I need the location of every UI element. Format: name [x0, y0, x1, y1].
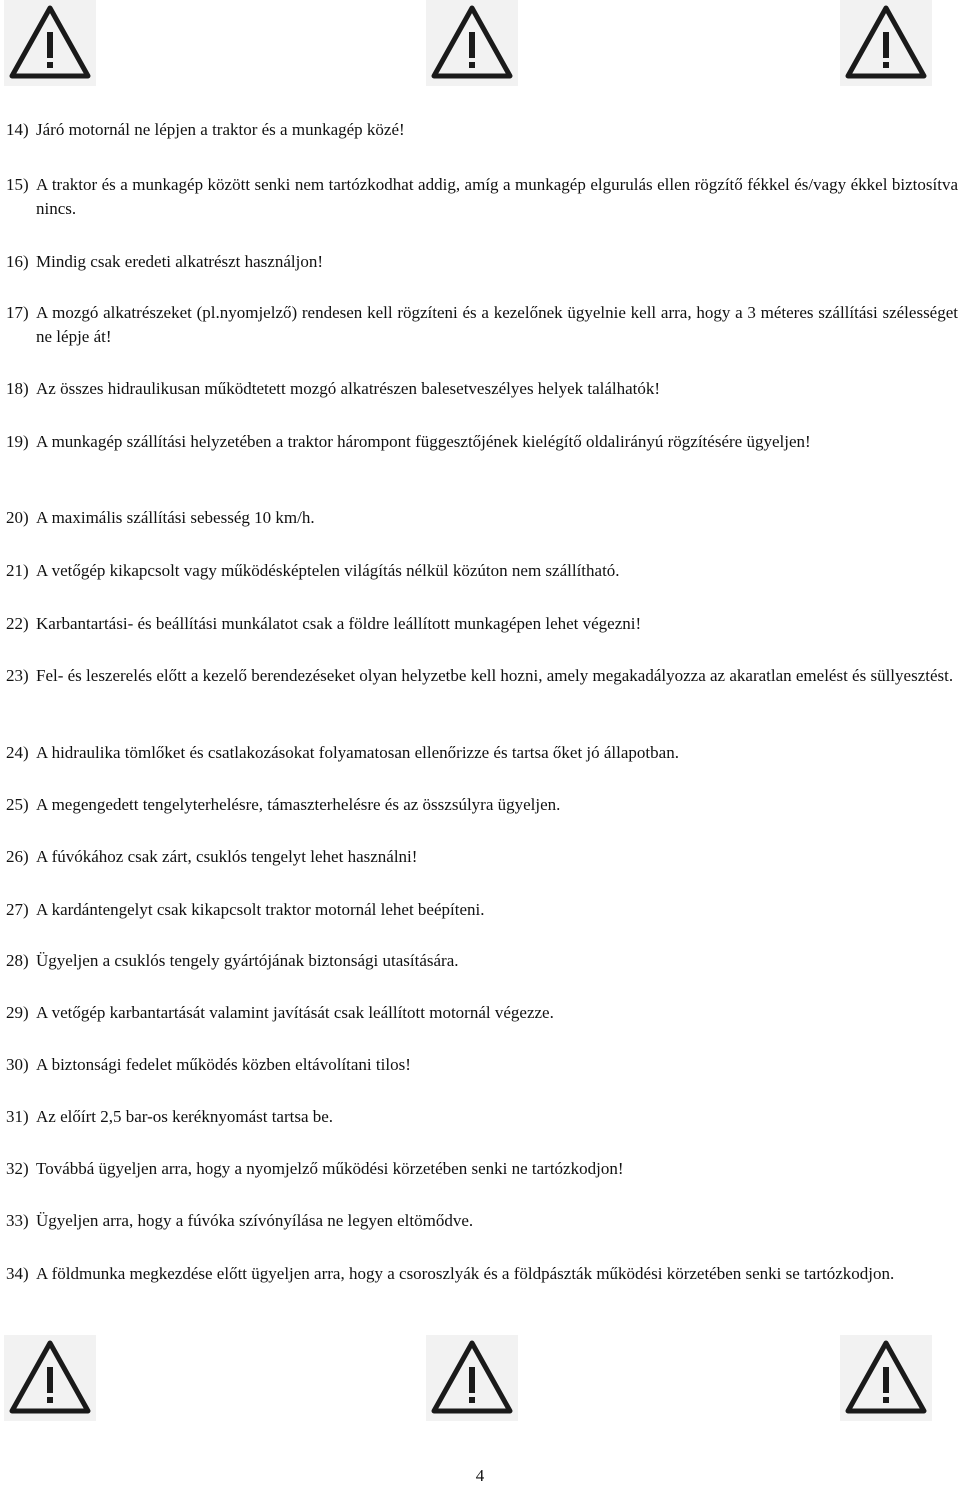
list-item [6, 301, 958, 349]
list-item [6, 845, 958, 869]
item-text: Mindig csak eredeti alkatrészt használjon! [36, 252, 323, 271]
item-text: A vetőgép karbantartását valamint javítását csak leállított motornál végezze. [36, 1003, 554, 1022]
warning-triangle-icon [426, 0, 518, 86]
item-number: 27) [6, 900, 29, 919]
warning-triangle-icon [840, 0, 932, 86]
item-text: Ügyeljen a csuklós tengely gyártójának biztonsági utasítására. [36, 951, 459, 970]
warning-triangle-icon [840, 1335, 932, 1421]
item-number: 23) [6, 666, 29, 685]
item-text: A megengedett tengelyterhelésre, támaszterhelésre és az összsúlyra ügyeljen. [36, 795, 561, 814]
item-text: A vetőgép kikapcsolt vagy működésképtelen világítás nélkül közúton nem szállítható. [36, 561, 620, 580]
item-number: 34) [6, 1264, 29, 1283]
list-item [6, 377, 958, 401]
list-item [6, 1001, 958, 1025]
item-number: 21) [6, 561, 29, 580]
item-number: 20) [6, 508, 29, 527]
list-item [6, 506, 958, 530]
item-text: A munkagép szállítási helyzetében a traktor hárompont függesztőjének kielégítő oldalirányú rögzítésére ügyeljen! [36, 432, 811, 451]
item-text: A kardántengelyt csak kikapcsolt traktor motornál lehet beépíteni. [36, 900, 485, 919]
item-number: 32) [6, 1159, 29, 1178]
item-number: 30) [6, 1055, 29, 1074]
item-text: Ügyeljen arra, hogy a fúvóka szívónyílása ne legyen eltömődve. [36, 1211, 474, 1230]
top-warning-icons [0, 0, 960, 90]
item-text: A mozgó alkatrészeket (pl.nyomjelző) rendesen kell rögzíteni és a kezelőnek ügyelnie kell arra, hogy a 3 méteres szállítási szélességet ne lépje át! [36, 303, 958, 346]
item-number: 22) [6, 614, 29, 633]
list-item [6, 559, 958, 583]
list-item [6, 430, 958, 454]
list-item [6, 250, 958, 274]
warning-triangle-icon [426, 1335, 518, 1421]
item-text: A földmunka megkezdése előtt ügyeljen arra, hogy a csoroszlyák és a földpászták működési körzetében senki se tartózkodjon. [36, 1264, 895, 1283]
item-text: Az előírt 2,5 bar-os keréknyomást tartsa be. [36, 1107, 334, 1126]
list-item [6, 1053, 958, 1077]
item-text: Fel- és leszerelés előtt a kezelő berendezéseket olyan helyzetbe kell hozni, amely megakadályozza az akaratlan emelést és süllyesztést. [36, 666, 954, 685]
list-item [6, 741, 958, 765]
bottom-warning-icons [0, 1335, 960, 1425]
item-text: A fúvókához csak zárt, csuklós tengelyt lehet használni! [36, 847, 418, 866]
item-number: 15) [6, 175, 29, 194]
item-number: 29) [6, 1003, 29, 1022]
item-number: 33) [6, 1211, 29, 1230]
warning-triangle-icon [4, 1335, 96, 1421]
item-number: 28) [6, 951, 29, 970]
list-item [6, 1105, 958, 1129]
item-text: A maximális szállítási sebesség 10 km/h. [36, 508, 315, 527]
warning-triangle-icon [4, 0, 96, 86]
item-text: Járó motornál ne lépjen a traktor és a munkagép közé! [36, 120, 405, 139]
list-item [6, 1157, 958, 1181]
item-number: 26) [6, 847, 29, 866]
list-item [6, 1262, 958, 1286]
list-item [6, 173, 958, 221]
list-item [6, 118, 958, 142]
item-number: 25) [6, 795, 29, 814]
list-item [6, 793, 958, 817]
item-number: 14) [6, 120, 29, 139]
item-number: 16) [6, 252, 29, 271]
list-item [6, 664, 958, 688]
item-number: 19) [6, 432, 29, 451]
list-item [6, 898, 958, 922]
list-item [6, 1209, 958, 1233]
item-number: 18) [6, 379, 29, 398]
item-text: Továbbá ügyeljen arra, hogy a nyomjelző működési körzetében senki ne tartózkodjon! [36, 1159, 624, 1178]
item-text: Karbantartási- és beállítási munkálatot csak a földre leállított munkagépen lehet végezni! [36, 614, 642, 633]
item-text: Az összes hidraulikusan működtetett mozgó alkatrészen balesetveszélyes helyek találhatók! [36, 379, 661, 398]
list-item [6, 949, 958, 973]
item-text: A biztonsági fedelet működés közben eltávolítani tilos! [36, 1055, 411, 1074]
item-text: A hidraulika tömlőket és csatlakozásokat folyamatosan ellenőrizze és tartsa őket jó állapotban. [36, 743, 679, 762]
item-number: 24) [6, 743, 29, 762]
item-number: 17) [6, 303, 29, 322]
list-item [6, 612, 958, 636]
item-number: 31) [6, 1107, 29, 1126]
page-number: 4 [475, 1466, 485, 1485]
item-text: A traktor és a munkagép között senki nem tartózkodhat addig, amíg a munkagép elgurulás ellen rögzítő fékkel és/vagy ékkel biztosítva nincs. [36, 175, 958, 218]
